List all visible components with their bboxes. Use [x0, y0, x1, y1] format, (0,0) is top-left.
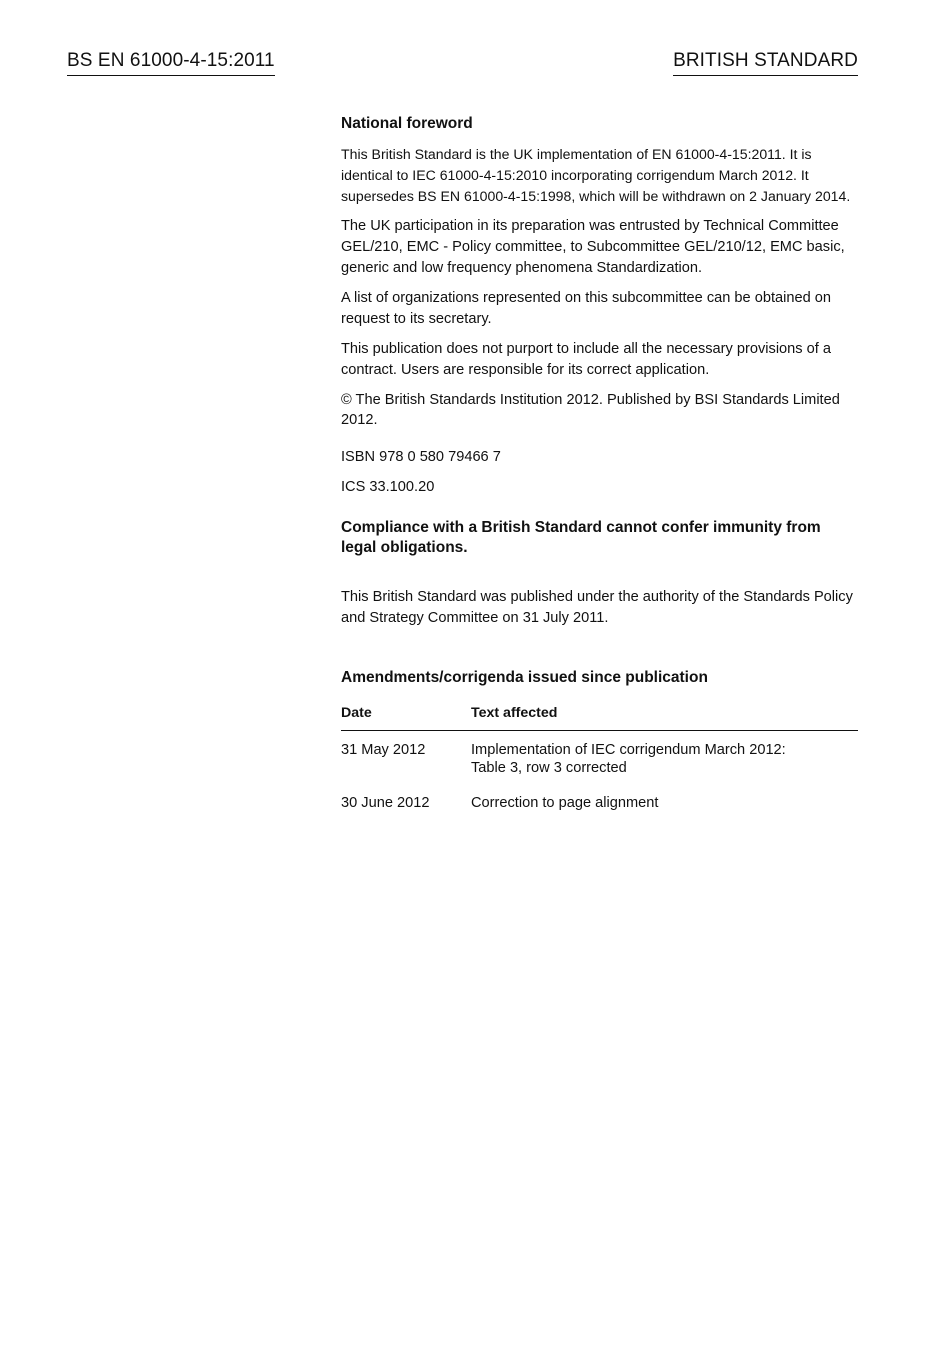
amendment-text	[471, 794, 858, 812]
amendments-header-row	[341, 704, 858, 731]
amendments-table	[341, 704, 858, 812]
ics-code: ICS 33.100.20	[341, 479, 435, 495]
table-row	[341, 794, 858, 812]
amendment-date: 31 May 2012	[341, 742, 426, 758]
foreword-paragraph-provisions: This publication does not purport to include all the necessary provisions of a contract. Users are responsible for its correct application.	[341, 341, 831, 378]
foreword-paragraph-implementation: This British Standard is the UK implementation of EN 61000-4-15:2011. It is identical to IEC 61000-4-15:2010 incorporating corrigendum March 2012. It supersedes BS EN 61000-4-15:1998, which will be withdrawn on 2 January 2014.	[341, 146, 851, 204]
authority-statement: This British Standard was published under the authority of the Standards Policy and Strategy Committee on 31 July 2011.	[341, 589, 853, 626]
compliance-statement: Compliance with a British Standard cannot confer immunity from legal obligations.	[341, 519, 821, 556]
standard-type: BRITISH STANDARD	[673, 50, 858, 76]
amendment-date: 30 June 2012	[341, 795, 430, 811]
foreword-title: National foreword	[341, 115, 473, 132]
amendment-text	[471, 731, 858, 795]
amendment-text-line: Implementation of IEC corrigendum March 2012:	[471, 742, 786, 758]
isbn: ISBN 978 0 580 79466 7	[341, 449, 501, 465]
standard-number: BS EN 61000-4-15:2011	[67, 50, 275, 76]
table-row	[341, 731, 858, 795]
column-header-date: Date	[341, 704, 471, 731]
foreword-paragraph-organizations: A list of organizations represented on this subcommittee can be obtained on request to its secretary.	[341, 290, 832, 327]
copyright-notice: © The British Standards Institution 2012. Published by BSI Standards Limited 2012.	[341, 392, 840, 428]
foreword-section	[341, 114, 858, 812]
amendment-text-line: Table 3, row 3 corrected	[471, 760, 627, 776]
column-header-text-affected: Text affected	[471, 704, 858, 731]
amendment-text-line: Correction to page alignment	[471, 795, 659, 811]
amendments-title: Amendments/corrigenda issued since publication	[341, 669, 708, 686]
foreword-paragraph-participation: The UK participation in its preparation was entrusted by Technical Committee GEL/210, EMC - Policy committee, to Subcommittee GEL/210/12, EMC basic, generic and low frequency phenomena Standardization.	[341, 218, 845, 276]
